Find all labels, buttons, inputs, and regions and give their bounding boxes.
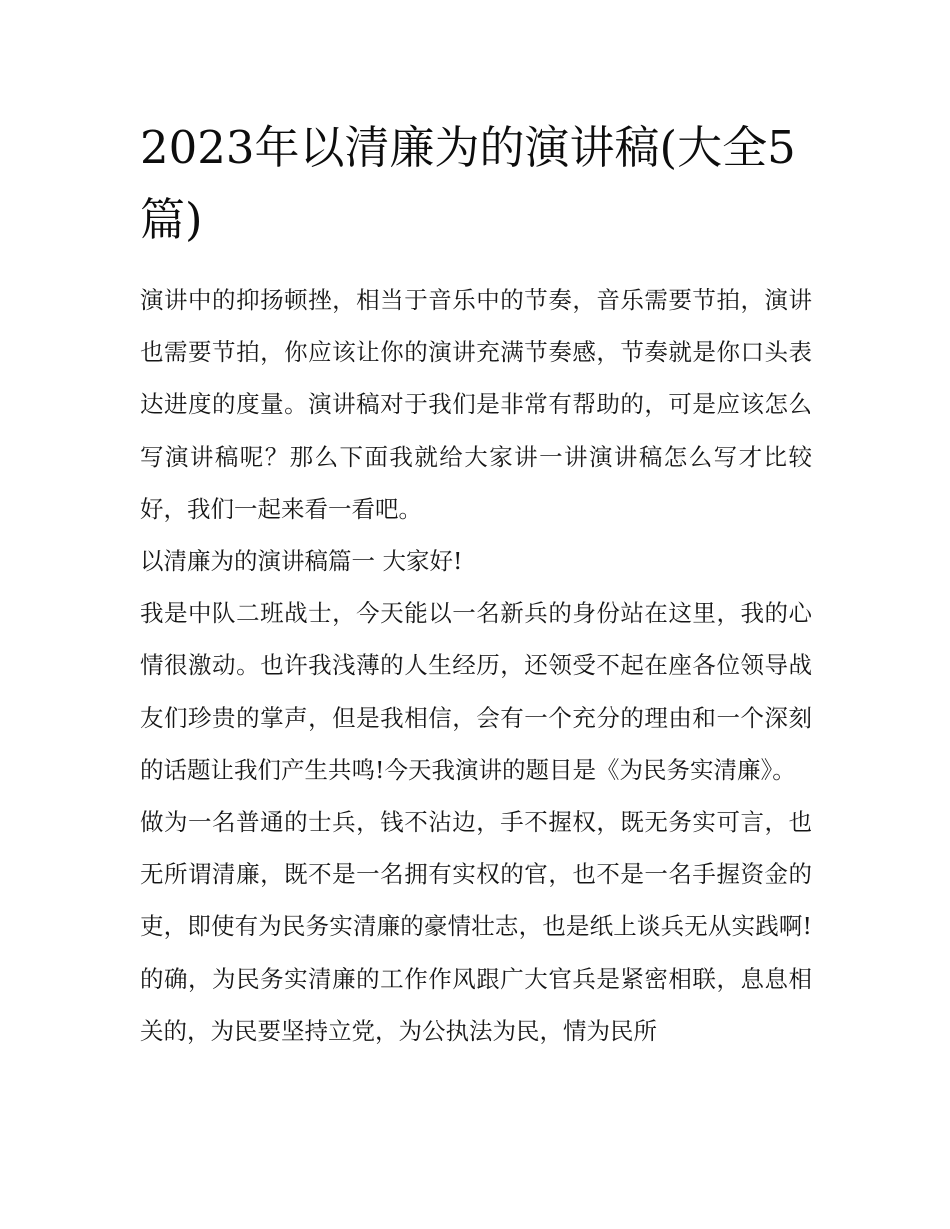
body-paragraph: 我是中队二班战士，今天能以一名新兵的身份站在这里，我的心情很激动。也许我浅薄的人生经历，还领受不起在座各位领导战友们珍贵的掌声，但是我相信，会有一个充分的理由和一个深刻的话题让我们产生共鸣!今天我演讲的题目是《为民务实清廉》。 <box>140 599 812 784</box>
document-body <box>140 112 812 1057</box>
section-heading-line: 以清廉为的演讲稿篇一 大家好! <box>140 547 463 576</box>
body-paragraph: 做为一名普通的士兵，钱不沾边，手不握权，既无务实可言，也无所谓清廉，既不是一名拥有实权的官，也不是一名手握资金的吏，即使有为民务实清廉的豪情壮志，也是纸上谈兵无从实践啊!的确，为民务实清廉的工作作风跟广大官兵是紧密相联，息息相关的，为民要坚持立党，为公执法为民，情为民所 <box>140 808 812 1045</box>
intro-paragraph: 演讲中的抑扬顿挫，相当于音乐中的节奏，音乐需要节拍，演讲也需要节拍，你应该让你的演讲充满节奏感，节奏就是你口头表达进度的度量。演讲稿对于我们是非常有帮助的，可是应该怎么写演讲稿呢？那么下面我就给大家讲一讲演讲稿怎么写才比较好，我们一起来看一看吧。 <box>140 286 812 523</box>
document-title: 2023年以清廉为的演讲稿(大全5篇) <box>140 121 796 246</box>
